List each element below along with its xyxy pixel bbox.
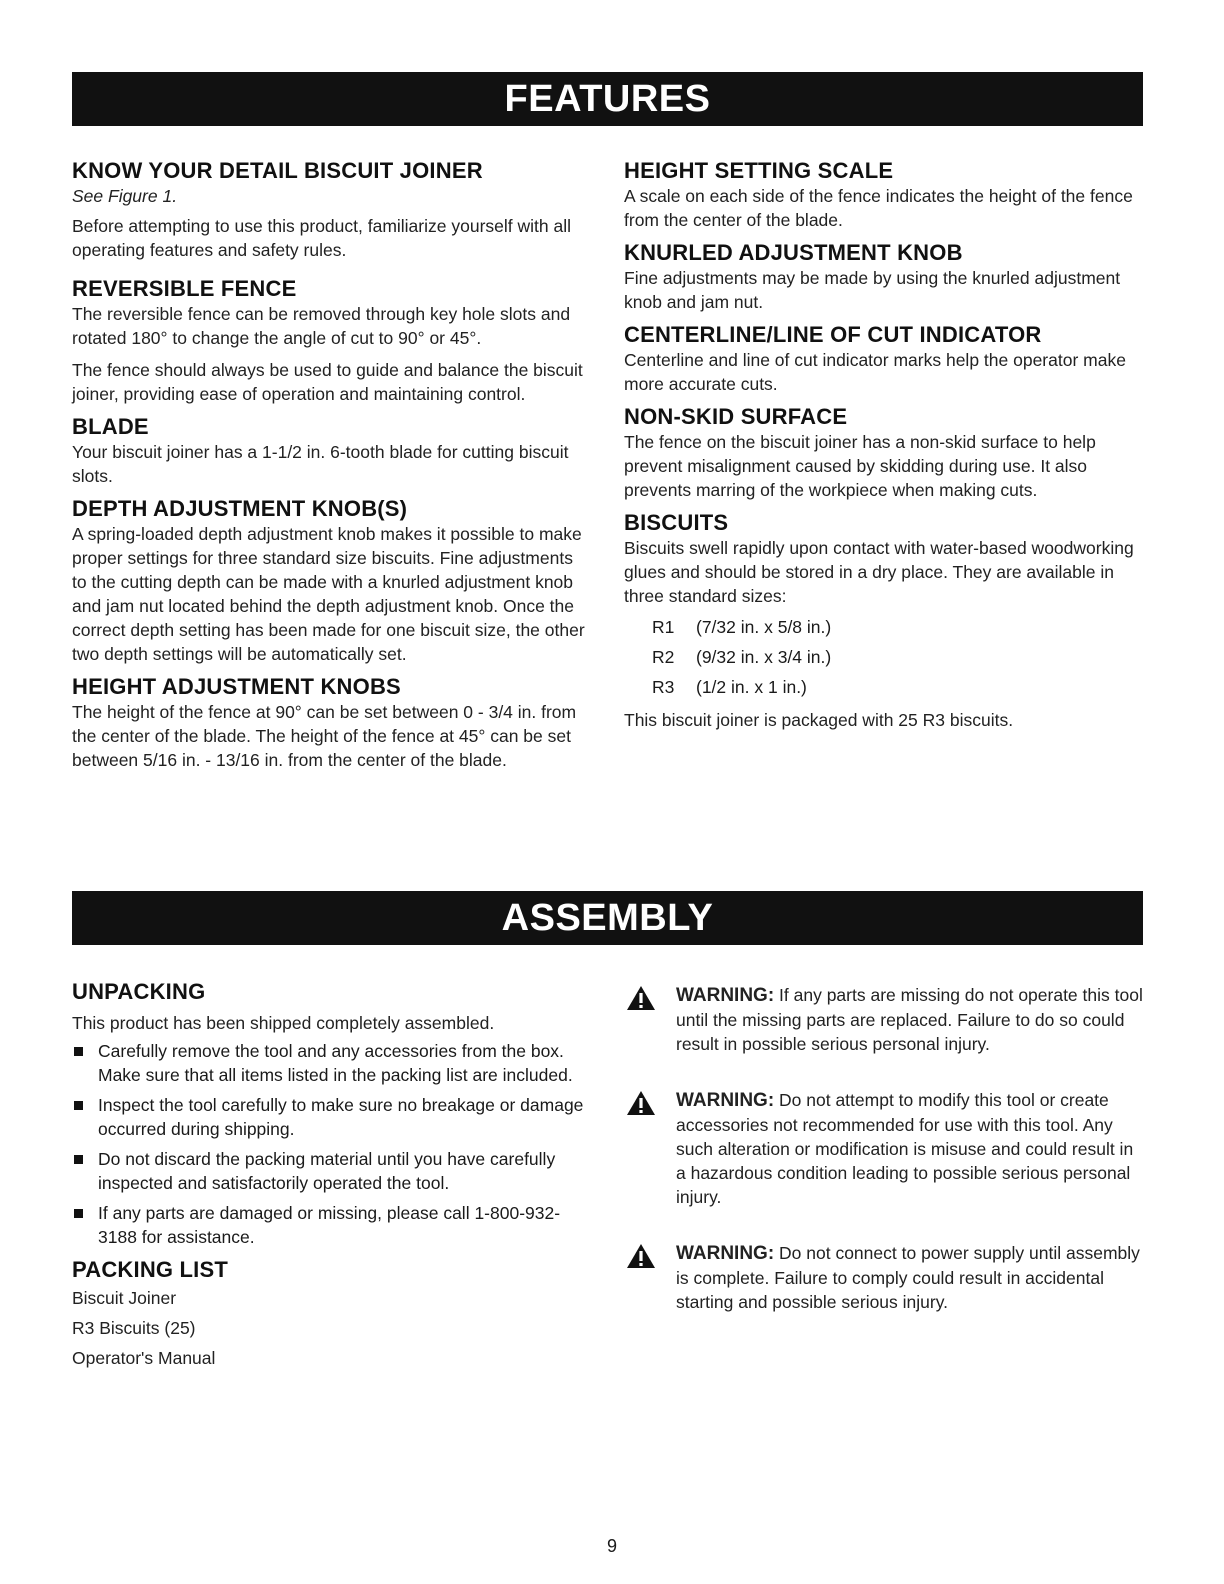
know-body: Before attempting to use this product, familiarize yourself with all operating features and safety rules.	[72, 216, 571, 260]
biscuit-size-row	[624, 642, 1144, 672]
bullet-square-icon	[74, 1209, 83, 1218]
features-banner: FEATURES	[72, 72, 1143, 126]
blade-title: BLADE	[72, 414, 149, 439]
warning-triangle-icon	[626, 985, 656, 1011]
biscuits-title: BISCUITS	[624, 510, 729, 535]
know-title: KNOW YOUR DETAIL BISCUIT JOINER	[72, 158, 483, 183]
list-item: Carefully remove the tool and any accessories from the box. Make sure that all items listed in the packing list are included.	[72, 1039, 592, 1087]
warning-text: If any parts are missing do not operate this tool until the missing parts are replaced. Failure to do so could result in possible serious personal injury.	[676, 985, 1143, 1054]
blade-body: Your biscuit joiner has a 1-1/2 in. 6-tooth blade for cutting biscuit slots.	[72, 442, 569, 486]
biscuits-footer: This biscuit joiner is packaged with 25 R3 biscuits.	[624, 710, 1014, 730]
features-right-column	[624, 158, 1144, 732]
warning-text: Do not connect to power supply until assembly is complete. Failure to comply could result in accidental starting and possible serious injury.	[676, 1243, 1140, 1312]
bullet-square-icon	[74, 1101, 83, 1110]
reversible-fence-title: REVERSIBLE FENCE	[72, 276, 297, 301]
warning-block	[606, 983, 1146, 1056]
height-adjustment-body: The height of the fence at 90° can be set between 0 - 3/4 in. from the center of the blade. The height of the fence at 45° can be set between 5/16 in. - 13/16 in. from the center of the blade.	[72, 702, 577, 770]
bullet-square-icon	[74, 1155, 83, 1164]
packing-item: R3 Biscuits (25)	[72, 1318, 196, 1338]
packing-item: Operator's Manual	[72, 1348, 216, 1368]
warning-label: WARNING:	[676, 1243, 775, 1264]
non-skid-body: The fence on the biscuit joiner has a non-skid surface to help prevent misalignment caused by skidding during use. It also prevents marring of the workpiece when making cuts.	[624, 432, 1096, 500]
unpacking-bullet-list	[72, 1039, 592, 1249]
biscuit-size-row	[624, 672, 1144, 702]
biscuit-size-dims: (9/32 in. x 3/4 in.)	[696, 647, 832, 667]
biscuit-size-code: R1	[652, 617, 675, 637]
packing-list	[72, 1283, 592, 1373]
centerline-title: CENTERLINE/LINE OF CUT INDICATOR	[624, 322, 1042, 347]
reversible-fence-body-2: The fence should always be used to guide and balance the biscuit joiner, providing ease of operation and maintaining control.	[72, 360, 583, 404]
see-figure-ref: See Figure 1.	[72, 186, 178, 206]
packing-item: Biscuit Joiner	[72, 1288, 177, 1308]
height-scale-title: HEIGHT SETTING SCALE	[624, 158, 894, 183]
biscuit-sizes-list	[624, 612, 1144, 702]
non-skid-title: NON-SKID SURFACE	[624, 404, 848, 429]
warning-triangle-icon	[626, 1090, 656, 1116]
warning-text: Do not attempt to modify this tool or create accessories not recommended for use with this tool. Any such alteration or modification is misuse and could result in a hazardous condition leading to possible serious personal injury.	[676, 1090, 1134, 1207]
biscuit-size-dims: (7/32 in. x 5/8 in.)	[696, 617, 832, 637]
warning-label: WARNING:	[676, 985, 775, 1006]
features-left-column	[72, 158, 592, 772]
warning-triangle-icon	[626, 1243, 656, 1269]
assembly-banner: ASSEMBLY	[72, 891, 1143, 945]
warning-label: WARNING:	[676, 1090, 775, 1111]
biscuits-body: Biscuits swell rapidly upon contact with water-based woodworking glues and should be stored in a dry place. They are available in three standard sizes:	[624, 538, 1134, 606]
depth-adjustment-title: DEPTH ADJUSTMENT KNOB(S)	[72, 496, 408, 521]
height-adjustment-title: HEIGHT ADJUSTMENT KNOBS	[72, 674, 401, 699]
height-scale-body: A scale on each side of the fence indicates the height of the fence from the center of the blade.	[624, 186, 1133, 230]
biscuit-size-row	[624, 612, 1144, 642]
unpacking-intro: This product has been shipped completely assembled.	[72, 1013, 495, 1033]
assembly-left-column	[72, 979, 592, 1373]
unpacking-title: UNPACKING	[72, 979, 206, 1004]
biscuit-size-code: R3	[652, 677, 675, 697]
bullet-square-icon	[74, 1047, 83, 1056]
list-item: If any parts are damaged or missing, please call 1-800-932-3188 for assistance.	[72, 1201, 592, 1249]
knurled-knob-title: KNURLED ADJUSTMENT KNOB	[624, 240, 963, 265]
centerline-body: Centerline and line of cut indicator marks help the operator make more accurate cuts.	[624, 350, 1126, 394]
depth-adjustment-body: A spring-loaded depth adjustment knob makes it possible to make proper settings for three standard size biscuits. Fine adjustments to the cutting depth can be made with a knurled adjustment knob and jam nut located behind the depth adjustment knob. Once the correct depth setting has been made for one biscuit size, the other two depth settings will be automatically set.	[72, 524, 585, 664]
biscuit-size-dims: (1/2 in. x 1 in.)	[696, 677, 807, 697]
warning-block	[606, 1241, 1146, 1314]
biscuit-size-code: R2	[652, 647, 675, 667]
list-item: Inspect the tool carefully to make sure no breakage or damage occurred during shipping.	[72, 1093, 592, 1141]
packing-list-title: PACKING LIST	[72, 1257, 228, 1282]
reversible-fence-body-1: The reversible fence can be removed through key hole slots and rotated 180° to change the angle of cut to 90° or 45°.	[72, 304, 571, 348]
assembly-warnings-column	[606, 983, 1146, 1346]
knurled-knob-body: Fine adjustments may be made by using the knurled adjustment knob and jam nut.	[624, 268, 1121, 312]
list-item: Do not discard the packing material until you have carefully inspected and satisfactorily operated the tool.	[72, 1147, 592, 1195]
warning-block	[606, 1088, 1146, 1209]
page-number: 9	[606, 1536, 617, 1556]
